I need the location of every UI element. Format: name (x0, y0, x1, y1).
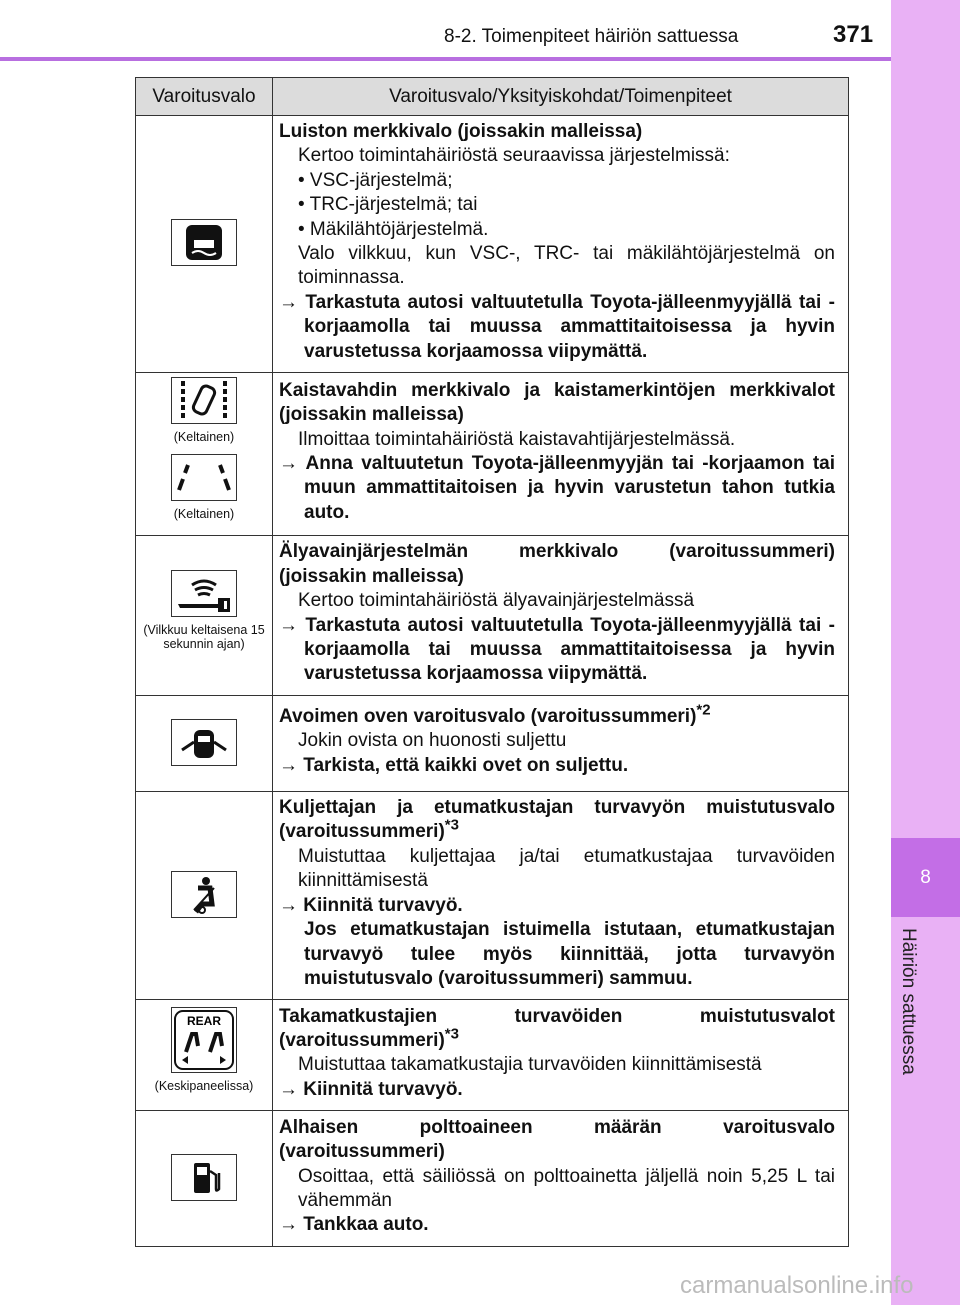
description-text: Muistuttaa kuljettajaa ja/tai etumatkustajaa turvavöiden kiinnittämisestä (298, 845, 835, 892)
description-text: Kertoo toimintahäiriöstä seuraavissa järjestelmissä: (298, 145, 730, 167)
action-text: → Tarkista, että kaikki ovet on suljettu. (279, 754, 629, 776)
side-tab-bar (891, 0, 960, 1305)
description-cell (273, 116, 849, 373)
seatbelt-icon (171, 871, 237, 918)
low-fuel-icon (171, 1154, 237, 1201)
title-text: Takamatkustajien turvavöiden muistutusvalot (varoitussummeri) (279, 1005, 835, 1051)
warning-title (279, 120, 835, 144)
table-row (136, 536, 849, 696)
icon-cell (136, 1000, 273, 1111)
description-text: Osoittaa, että säiliössä on polttoainetta jäljellä noin 5,25 L tai vähemmän (298, 1165, 835, 1212)
icon-cell (136, 116, 273, 373)
description-cell (273, 536, 849, 696)
chapter-label: Häiriön sattuessa (898, 928, 919, 1075)
icon-caption: (Keltainen) (173, 430, 235, 445)
icon-cell (136, 1111, 273, 1247)
title-text: Kuljettajan ja etumatkustajan turvavyön muistutusvalo (varoitussummeri) (279, 797, 835, 843)
bullet-item: • Mäkilähtöjärjestelmä. (298, 218, 489, 240)
description-cell (273, 792, 849, 1000)
description-cell (273, 1000, 849, 1111)
icon-caption: (Keltainen) (173, 507, 235, 522)
description-cell (273, 696, 849, 792)
warning-title (279, 1116, 835, 1165)
icon-cell (136, 536, 273, 696)
bullet-item: • TRC-järjestelmä; tai (298, 194, 478, 216)
icon-caption: (Keskipaneelissa) (154, 1079, 254, 1094)
warning-title (279, 379, 835, 428)
action-text: → Tankkaa auto. (279, 1214, 429, 1236)
table-row (136, 1000, 849, 1111)
description-text: Muistuttaa takamatkustajia turvavöiden kiinnittämisestä (298, 1054, 762, 1076)
icon-cell (136, 792, 273, 1000)
bullet-item: • VSC-järjestelmä; (298, 169, 453, 191)
icon-cell (136, 696, 273, 792)
icon-cell (136, 373, 273, 536)
warning-title (279, 1005, 835, 1054)
action-text: → Tarkastuta autosi valtuutetulla Toyota-jälleenmyyjällä tai -korjaamolla tai muussa ammattitaitoisessa ja hyvin varustetussa korjaamossa viipymättä. (279, 291, 835, 362)
header-divider (0, 57, 891, 61)
title-text: Avoimen oven varoitusvalo (varoitussummeri) (279, 705, 697, 727)
icon-caption: (Vilkkuu keltaisena 15 sekunnin ajan) (143, 623, 265, 652)
column-header: Varoitusvalo (136, 78, 273, 116)
action-note: Jos etumatkustajan istuimella istutaan, etumatkustajan turvavyö tulee myös kiinnittää, jotta turvavyön muistutusvalo (varoitussummeri) sammuu. (304, 919, 835, 989)
action-text: → Kiinnitä turvavyö. (279, 1078, 463, 1100)
action-text: → Tarkastuta autosi valtuutetulla Toyota-jälleenmyyjällä tai -korjaamolla tai muussa ammattitaitoisessa ja hyvin varustetussa korjaamossa viipymättä. (279, 614, 835, 685)
table-row (136, 696, 849, 792)
description-text: Kertoo toimintahäiriöstä älyavainjärjestelmässä (298, 590, 695, 612)
chapter-number: 8 (891, 838, 960, 917)
footnote-ref: *3 (444, 1025, 459, 1043)
table-row (136, 373, 849, 536)
lane-departure-icon (171, 377, 237, 424)
title-text: Älyavainjärjestelmän merkkivalo (varoitussummeri) (joissakin malleissa) (279, 541, 835, 587)
description-text: Jokin ovista on huonosti suljettu (298, 730, 567, 752)
action-text: → Anna valtuutetun Toyota-jälleenmyyjän tai -korjaamon tai muun ammattitaitoisen ja hyvin varustetun tahon tutkia auto. (279, 453, 835, 523)
action-text: → Kiinnitä turvavyö. (279, 894, 463, 916)
smart-key-icon (171, 570, 237, 617)
title-text: Kaistavahdin merkkivalo ja kaistamerkintöjen merkkivalot (joissakin malleissa) (279, 379, 835, 426)
footnote-ref: *3 (444, 817, 459, 835)
title-text: Alhaisen polttoaineen määrän varoitusvalo (varoitussummeri) (279, 1116, 835, 1163)
rear-seatbelt-icon (171, 1007, 237, 1073)
section-title: 8-2. Toimenpiteet häiriön sattuessa (444, 26, 739, 47)
title-text: Luiston merkkivalo (joissakin malleissa) (279, 121, 643, 142)
description-cell (273, 1111, 849, 1247)
page-number: 371 (833, 21, 874, 48)
rear-label: REAR (186, 1014, 222, 1029)
table-row (136, 1111, 849, 1247)
lane-markers-icon (171, 454, 237, 501)
table-row (136, 792, 849, 1000)
warning-title (279, 796, 835, 845)
slip-indicator-icon (171, 219, 237, 266)
warning-title (279, 540, 835, 589)
watermark: carmanualsonline.info (680, 1272, 914, 1299)
warning-light-table (135, 77, 849, 1247)
description-text: Ilmoittaa toimintahäiriöstä kaistavahtijärjestelmässä. (298, 428, 736, 450)
column-header: Varoitusvalo/Yksityiskohdat/Toimenpiteet (273, 78, 849, 116)
description-text: Valo vilkkuu, kun VSC-, TRC- tai mäkilähtöjärjestelmä on toiminnassa. (298, 243, 835, 289)
warning-title (279, 701, 835, 729)
footnote-ref: *2 (696, 701, 711, 719)
open-door-icon (171, 719, 237, 766)
table-row (136, 116, 849, 373)
description-cell (273, 373, 849, 536)
